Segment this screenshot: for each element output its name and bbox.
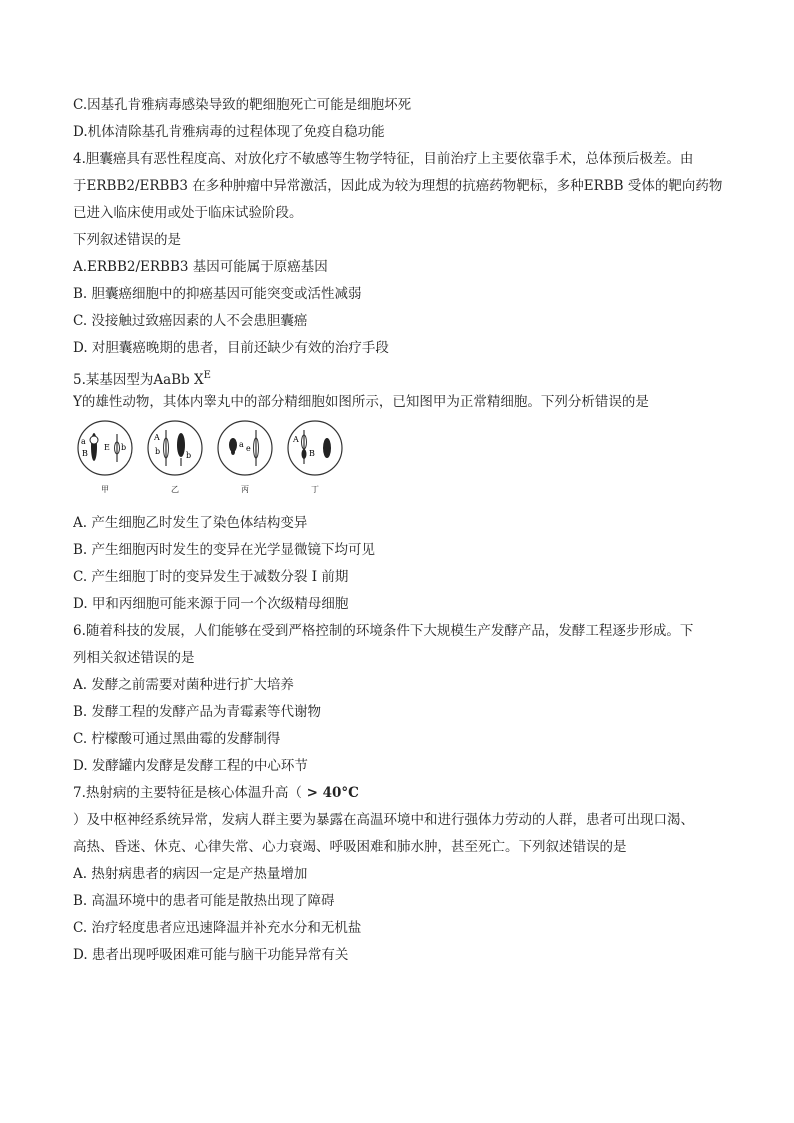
cell-bing [215, 418, 275, 498]
cell-bing-label: 丙 [241, 485, 249, 494]
q7-option-b: B. 高温环境中的患者可能是散热出现了障碍 [73, 893, 335, 909]
q7-stem-line-3: 高热、昏迷、休克、心律失常、心力衰竭、呼吸困难和肺水肿，甚至死亡。下列叙述错误的是 [73, 839, 627, 855]
cell-yi-gene-b-2: b [186, 451, 192, 460]
q7-stem-line-1 [73, 780, 723, 807]
q6-stem-line-1: 6.随着科技的发展，人们能够在受到严格控制的环境条件下大规模生产发酵产品，发酵工程逐步形成。下 [73, 623, 694, 639]
q5-option-a: A. 产生细胞乙时发生了染色体结构变异 [73, 515, 308, 531]
q7-stem-prefix: 7.热射病的主要特征是核心体温升高（ [73, 785, 302, 801]
q7-stem-temperature: > 40°C [301, 785, 359, 801]
q4-option-d: D. 对胆囊癌晚期的患者，目前还缺少有效的治疗手段 [73, 340, 389, 356]
cell-ding-gene-b: B [309, 449, 315, 458]
question-content [73, 92, 723, 969]
q5-stem-line-2: Y的雄性动物，其体内睾丸中的部分精细胞如图所示，已知图甲为正常精细胞。下列分析错误的是 [73, 394, 649, 410]
q4-option-b: B. 胆囊癌细胞中的抑癌基因可能突变或活性减弱 [73, 286, 362, 302]
q4-prompt: 下列叙述错误的是 [73, 232, 181, 248]
q6-option-d: D. 发酵罐内发酵是发酵工程的中心环节 [73, 758, 308, 774]
q5-option-c: C. 产生细胞丁时的变异发生于减数分裂 I 前期 [73, 569, 349, 585]
cell-bing-gene-e: e [246, 444, 251, 453]
cell-jia-gene-b-upper: B [82, 449, 88, 458]
cell-yi [145, 418, 205, 498]
cell-ding-label: 丁 [311, 485, 319, 494]
q6-option-c: C. 柠檬酸可通过黑曲霉的发酵制得 [73, 731, 281, 747]
q5-option-d: D. 甲和丙细胞可能来源于同一个次级精母细胞 [73, 596, 349, 612]
cell-yi-label: 乙 [171, 485, 179, 494]
q7-option-c: C. 治疗轻度患者应迅速降温并补充水分和无机盐 [73, 920, 362, 936]
cell-ding [285, 418, 345, 498]
cell-jia-gene-a: a [81, 437, 86, 446]
q6-option-a: A. 发酵之前需要对菌种进行扩大培养 [73, 677, 294, 693]
cell-ding-gene-a: A [293, 435, 299, 444]
q5-stem-line-1 [73, 362, 723, 389]
q4-stem-line-3: 已进入临床使用或处于临床试验阶段。 [73, 205, 303, 221]
cell-bing-gene-a: a [239, 440, 244, 449]
q6-stem-line-2: 列相关叙述错误的是 [73, 650, 195, 666]
cell-jia-gene-e: E [104, 443, 110, 452]
q7-stem-line-2: ）及中枢神经系统异常，发病人群主要为暴露在高温环境中和进行强体力劳动的人群，患者可出现口渴、 [73, 812, 694, 828]
q7-option-a: A. 热射病患者的病因一定是产热量增加 [73, 866, 308, 882]
q5-stem-superscript: E [203, 370, 211, 381]
q6-option-b: B. 发酵工程的发酵产品为青霉素等代谢物 [73, 704, 322, 720]
cell-jia-label: 甲 [101, 485, 109, 494]
cell-yi-gene-a-upper: A [154, 433, 160, 442]
cell-jia [75, 418, 135, 498]
q5-stem-prefix: 5.某基因型为AaBb X [73, 372, 204, 388]
sperm-cell-figure [73, 418, 723, 506]
cell-jia-gene-b-lower: b [121, 443, 127, 452]
q7-option-d: D. 患者出现呼吸困难可能与脑干功能异常有关 [73, 947, 349, 963]
cell-yi-gene-b-1: b [155, 447, 161, 456]
q3-option-c: C.因基孔肯雅病毒感染导致的靶细胞死亡可能是细胞坏死 [73, 97, 412, 113]
q3-option-d: D.机体清除基孔肯雅病毒的过程体现了免疫自稳功能 [73, 124, 385, 140]
q4-option-c: C. 没接触过致癌因素的人不会患胆囊癌 [73, 313, 308, 329]
q4-stem-line-1: 4.胆囊癌具有恶性程度高、对放化疗不敏感等生物学特征，目前治疗上主要依靠手术，总体预后极差。由 [73, 151, 694, 167]
q4-stem-line-2: 于ERBB2/ERBB3 在多种肿瘤中异常激活，因此成为较为理想的抗癌药物靶标，多种ERBB 受体的靶向药物 [73, 178, 723, 194]
q4-option-a: A.ERBB2/ERBB3 基因可能属于原癌基因 [73, 259, 328, 275]
q5-option-b: B. 产生细胞丙时发生的变异在光学显微镜下均可见 [73, 542, 376, 558]
